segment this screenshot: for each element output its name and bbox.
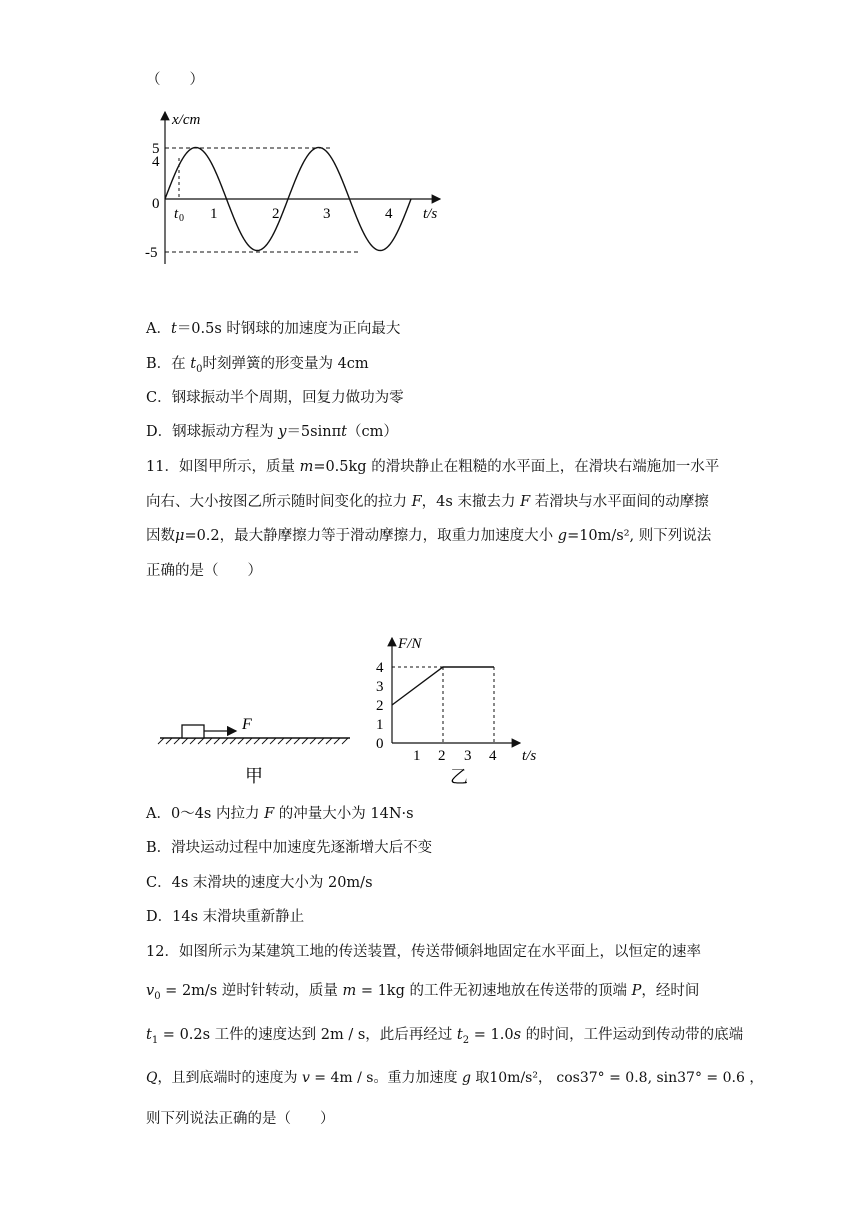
q11-stem-line1: 11．如图甲所示，质量 m=0.5kg 的滑块静止在粗糙的水平面上，在滑块右端施加一水平 [146, 459, 720, 475]
q10-blank: （ ） [146, 72, 204, 88]
t0-label: t [174, 206, 179, 222]
y-tick-4: 4 [376, 660, 384, 676]
x-tick-2: 2 [272, 206, 280, 222]
q12-stem-line1: 12．如图所示为某建筑工地的传送装置，传送带倾斜地固定在水平面上，以恒定的速率 [146, 944, 701, 960]
q11-stem-line2: 向右、大小按图乙所示随时间变化的拉力 F，4s 末撤去力 F 若滑块与水平面间的动摩擦 [146, 494, 709, 510]
origin-label: 0 [152, 196, 160, 212]
y-tick-2: 2 [376, 698, 384, 714]
x-tick-3: 3 [323, 206, 331, 222]
q11-option-c: C．4s 末滑块的速度大小为 20m/s [146, 875, 373, 891]
q12-stem-line3: $t_1 = 0.2s$ 工件的速度达到 2m / s，此后再经过 $t_2 = 1.0s$ 的时间，工件运动到传动带的底端 [146, 1027, 744, 1046]
y-tick-neg5: -5 [145, 245, 158, 261]
x-tick-3: 3 [464, 748, 472, 764]
slider-block [182, 725, 204, 738]
x-tick-4: 4 [489, 748, 497, 764]
q12-stem-line2: $v_0 = 2m/s$ 逆时针转动，质量 m = 1kg 的工件无初速地放在传送带的顶端 P，经时间 [146, 983, 700, 1002]
q11-figure-jia [150, 710, 360, 790]
caption-jia: 甲 [245, 766, 263, 786]
t0-sub: 0 [179, 213, 184, 224]
q11-option-a: A．0～4s 内拉力 F 的冲量大小为 14N·s [146, 806, 414, 822]
q11-option-b: B．滑块运动过程中加速度先逐渐增大后不变 [146, 840, 433, 856]
q10-option-b: B．在 $t_0$时刻弹簧的形变量为 4cm [146, 356, 369, 375]
q12-stem-line5: 则下列说法正确的是（ ） [146, 1111, 335, 1127]
q11-figure-yi [368, 630, 558, 790]
q11-option-d: D．14s 末滑块重新静止 [146, 909, 305, 925]
x-axis-label: t/s [522, 748, 537, 764]
x-tick-2: 2 [438, 748, 446, 764]
y-axis-label: F/N [398, 636, 422, 652]
y-tick-1: 1 [376, 717, 384, 733]
y-tick-3: 3 [376, 679, 384, 695]
x-tick-1: 1 [210, 206, 218, 222]
q11-stem-line4: 正确的是（ ） [146, 563, 262, 579]
q10-option-c: C．钢球振动半个周期，回复力做功为零 [146, 390, 404, 406]
origin-label: 0 [376, 736, 384, 752]
x-axis-label: t/s [423, 206, 438, 222]
x-tick-1: 1 [413, 748, 421, 764]
y-axis-label: x/cm [172, 112, 201, 128]
force-label: F [242, 716, 252, 733]
q10-option-a: A．t＝0.5s 时钢球的加速度为正向最大 [146, 321, 401, 337]
caption-yi: 乙 [450, 767, 468, 787]
q12-stem-line4: Q，且到底端时的速度为 v = 4m / s。重力加速度 g 取10m/s²， cos37° = 0.8, sin37° = 0.6 ， [146, 1070, 764, 1086]
q10-option-d: D．钢球振动方程为 y＝5sinπt（cm） [146, 424, 398, 440]
q10-xt-graph [140, 104, 450, 274]
ground-hatch [158, 738, 348, 744]
x-tick-4: 4 [385, 206, 393, 222]
y-tick-4: 4 [152, 154, 160, 170]
y-tick-5: 5 [152, 141, 160, 157]
q11-stem-line3: 因数μ=0.2，最大静摩擦力等于滑动摩擦力，取重力加速度大小 g=10m/s², 则下列说法 [146, 528, 712, 544]
